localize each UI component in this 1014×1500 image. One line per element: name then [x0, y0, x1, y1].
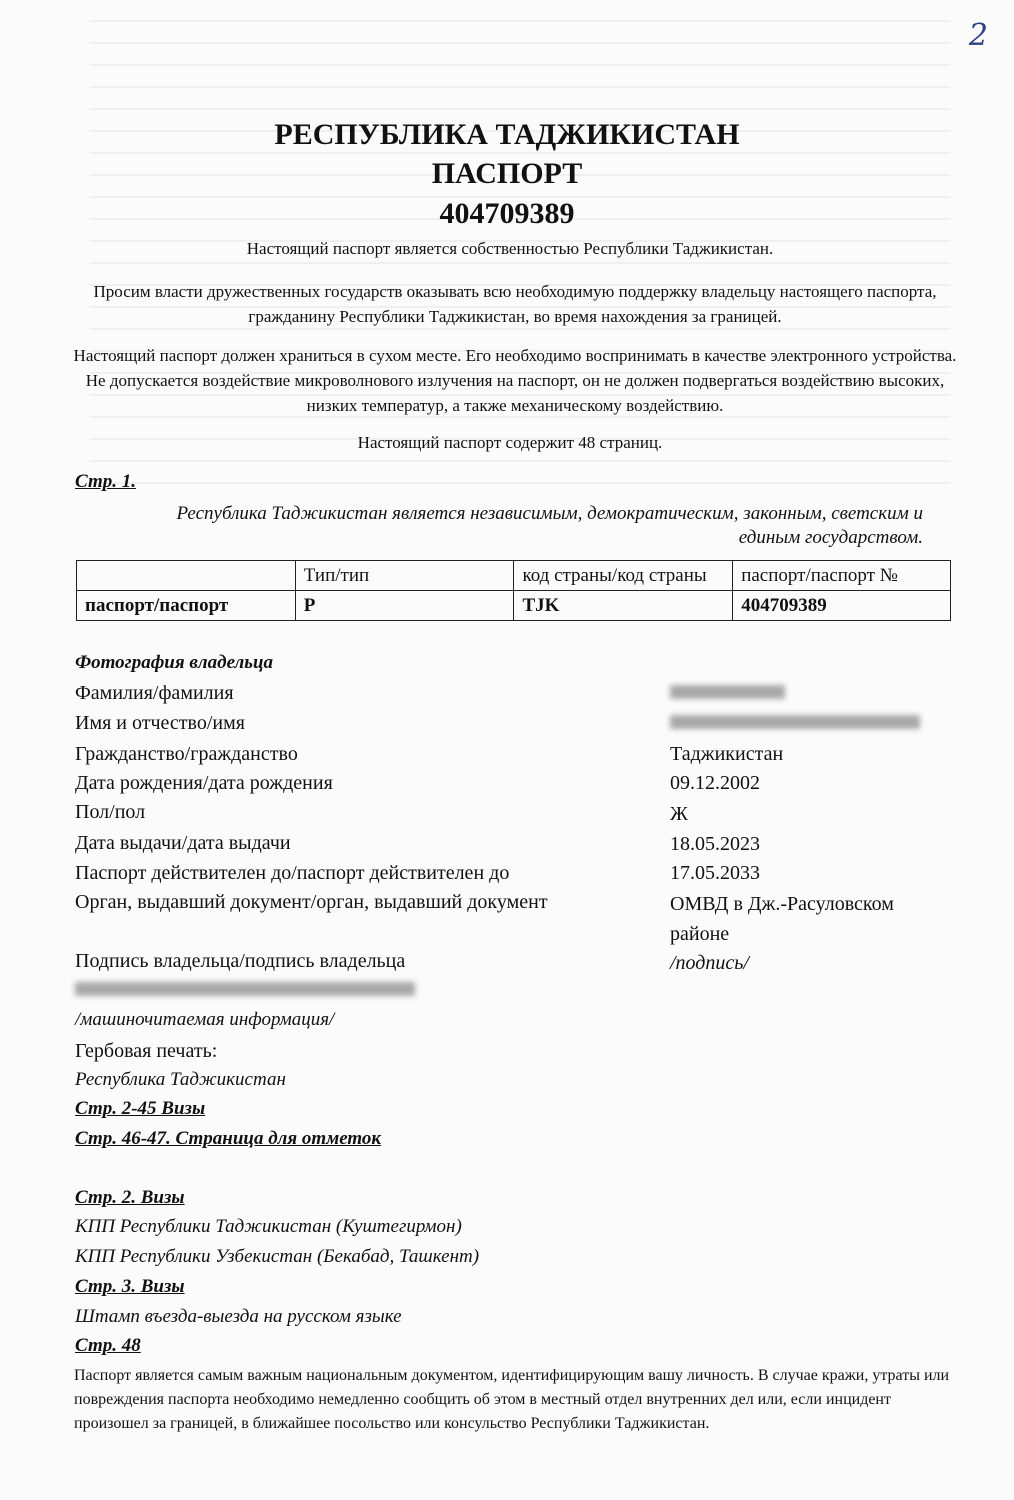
- field-value-name: [670, 708, 920, 738]
- field-value-expiry-date: 17.05.2033: [670, 862, 760, 884]
- signature-value: /подпись/: [670, 952, 749, 974]
- intro-ownership: Настоящий паспорт является собственностью Республики Таджикистан.: [246, 239, 774, 258]
- machine-readable-label: /машиночитаемая информация/: [75, 1009, 335, 1030]
- redacted-surname: [670, 685, 785, 699]
- toc-visas-heading: Стр. 2-45 Визы: [75, 1098, 206, 1119]
- field-value-sex: Ж: [670, 803, 688, 825]
- table-header-cell: код страны/код страны: [514, 561, 733, 591]
- passport-type-table: [76, 560, 951, 621]
- field-label-name: Имя и отчество/имя: [75, 712, 245, 734]
- page-number-mark: 2: [968, 18, 988, 53]
- table-cell-document: паспорт/паспорт: [77, 591, 296, 621]
- page3-heading: Стр. 3. Визы: [75, 1276, 185, 1297]
- field-value-surname: [670, 678, 785, 708]
- table-header-cell: паспорт/паспорт №: [733, 561, 951, 591]
- page48-heading: Стр. 48: [75, 1335, 141, 1356]
- photo-label: Фотография владельца: [75, 652, 274, 673]
- table-header-cell: Тип/тип: [295, 561, 514, 591]
- field-label-issuing-authority: Орган, выдавший документ/орган, выдавший документ: [75, 891, 548, 913]
- field-label-issue-date: Дата выдачи/дата выдачи: [75, 832, 291, 854]
- field-value-issuing-authority: ОМВД в Дж.-Расуловском районе: [670, 893, 894, 945]
- table-header-row: [77, 561, 951, 591]
- field-value-issue-date: 18.05.2023: [670, 833, 760, 855]
- table-row: [77, 591, 951, 621]
- seal-label: Гербовая печать:: [75, 1040, 218, 1062]
- intro-page-count: Настоящий паспорт содержит 48 страниц.: [357, 433, 663, 452]
- table-header-cell: [77, 561, 296, 591]
- page48-text: Паспорт является самым важным национальным документом, идентифицирующим вашу личность. В случае кражи, утраты или повреждения паспорта необходимо немедленно сообщить об этом в местный отдел внутренних дел или, если инцидент произошел за границей, в ближайшее посольство или консульство Республики Таджикистан.: [74, 1367, 950, 1432]
- redacted-name: [670, 715, 920, 729]
- machine-readable-zone: [75, 975, 415, 1005]
- field-label-birth-date: Дата рождения/дата рождения: [75, 772, 333, 794]
- field-label-citizenship: Гражданство/гражданство: [75, 743, 298, 765]
- page1-heading: Стр. 1.: [75, 471, 136, 492]
- table-cell-passport-number: 404709389: [733, 591, 951, 621]
- page2-line: КПП Республики Таджикистан (Куштегирмон): [75, 1216, 462, 1237]
- signature-label: Подпись владельца/подпись владельца: [75, 950, 406, 972]
- page2-heading: Стр. 2. Визы: [75, 1187, 185, 1208]
- field-value-citizenship: Таджикистан: [670, 743, 784, 765]
- state-motto: Республика Таджикистан является независимым, демократическим, законным, светским и единым государством.: [176, 503, 923, 548]
- field-label-expiry-date: Паспорт действителен до/паспорт действителен до: [75, 862, 510, 884]
- toc-marks-heading: Стр. 46-47. Страница для отметок: [75, 1128, 382, 1149]
- page3-line: Штамп въезда-выезда на русском языке: [75, 1306, 402, 1327]
- field-label-sex: Пол/пол: [75, 801, 146, 823]
- country-title: РЕСПУБЛИКА ТАДЖИКИСТАН: [274, 118, 740, 151]
- field-value-birth-date: 09.12.2002: [670, 772, 760, 794]
- intro-storage-rules: Настоящий паспорт должен храниться в сухом месте. Его необходимо воспринимать в качестве электронного устройства. Не допускается воздействие микроволнового излучения на паспорт, он не должен подвергаться воздействию высоких, низких температур, а также механическому воздействию.: [73, 346, 957, 415]
- table-cell-country-code: TJK: [514, 591, 733, 621]
- seal-value: Республика Таджикистан: [75, 1069, 286, 1090]
- page2-line: КПП Республики Узбекистан (Бекабад, Ташкент): [75, 1246, 480, 1267]
- redacted-mrz: [75, 982, 415, 996]
- passport-number-title: 404709389: [439, 197, 575, 230]
- document-type-title: ПАСПОРТ: [431, 157, 583, 190]
- field-label-surname: Фамилия/фамилия: [75, 682, 234, 704]
- intro-support-request: Просим власти дружественных государств оказывать всю необходимую поддержку владельцу настоящего паспорта, гражданину Республики Таджикистан, во время нахождения за границей.: [93, 282, 937, 326]
- table-cell-type: P: [295, 591, 514, 621]
